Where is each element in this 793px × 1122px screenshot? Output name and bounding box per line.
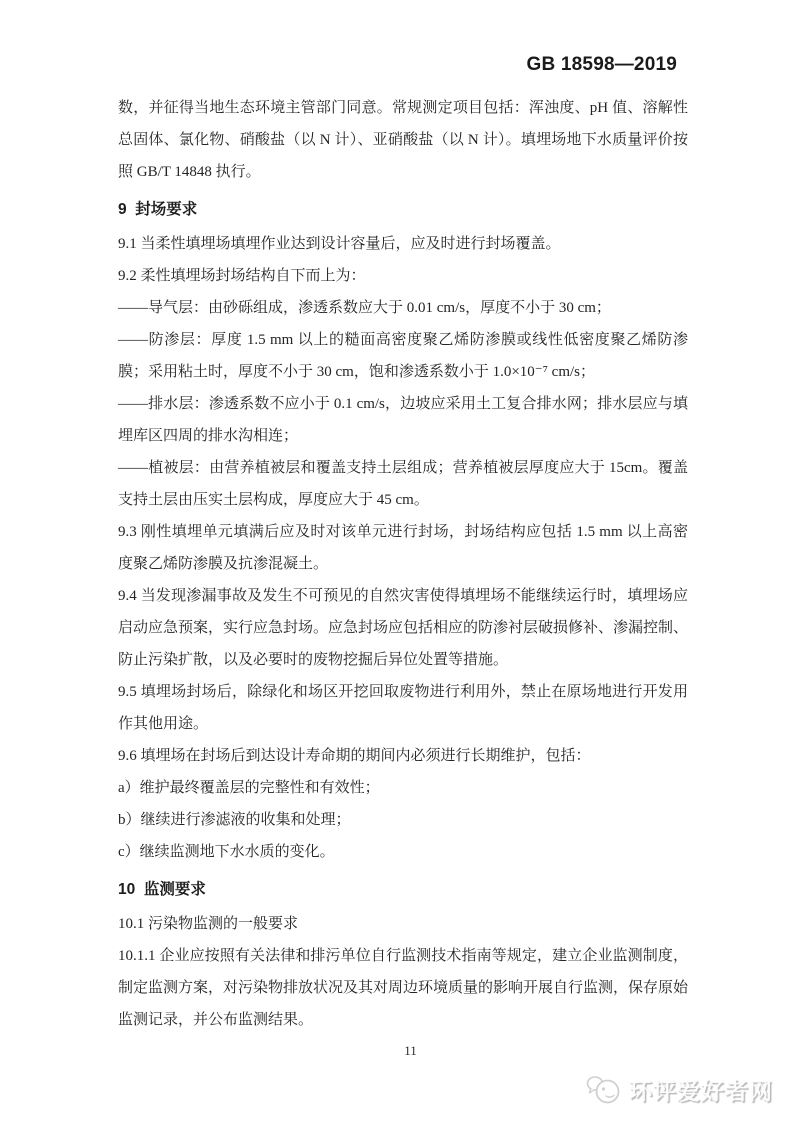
standard-number: GB 18598—2019 bbox=[526, 54, 677, 75]
clause-10-1-1: 10.1.1 企业应按照有关法律和排污单位自行监测技术指南等规定，建立企业监测制度，制定监测方案，对污染物排放状况及其对周边环境质量的影响开展自行监测，保存原始监测记录，并公布监测结果。 bbox=[118, 948, 689, 1028]
maintenance-item-c: c）继续监测地下水水质的变化。 bbox=[118, 844, 335, 860]
clause-9-3: 9.3 刚性填埋单元填满后应及时对该单元进行封场，封场结构应包括 1.5 mm 以上高密度聚乙烯防渗膜及抗渗混凝土。 bbox=[118, 524, 688, 572]
clause-9-4: 9.4 当发现渗漏事故及发生不可预见的自然灾害使得填埋场不能继续运行时，填埋场应启动应急预案，实行应急封场。应急封场应包括相应的防渗衬层破损修补、渗漏控制、防止污染扩散，以及必要时的废物挖掘后异位处置等措施。 bbox=[118, 588, 689, 668]
closure-layer-drainage: ——排水层：渗透系数不应小于 0.1 cm/s，边坡应采用土工复合排水网；排水层应与填埋库区四周的排水沟相连； bbox=[118, 396, 688, 444]
watermark-site-name: 环评爱好者网 bbox=[629, 1078, 773, 1104]
clause-9-2: 9.2 柔性填埋场封场结构自下而上为： bbox=[118, 268, 366, 284]
closure-layer-impermeable: ——防渗层：厚度 1.5 mm 以上的糙面高密度聚乙烯防渗膜或线性低密度聚乙烯防渗膜；采用粘土时，厚度不小于 30 cm，饱和渗透系数小于 1.0×10⁻⁷ cm/s； bbox=[118, 332, 688, 380]
page-number: 11 bbox=[404, 1043, 417, 1058]
paragraph-groundwater-continued: 数，并征得当地生态环境主管部门同意。常规测定项目包括：浑浊度、pH 值、溶解性总固体、氯化物、硝酸盐（以 N 计）、亚硝酸盐（以 N 计）。填埋场地下水质量评价按照 GB/T 14848 执行。 bbox=[118, 100, 688, 180]
section-9-heading: 9 封场要求 bbox=[118, 201, 198, 218]
chat-bubbles-icon bbox=[586, 1075, 622, 1105]
maintenance-item-b: b）继续进行渗滤液的收集和处理； bbox=[118, 812, 351, 828]
clause-9-6: 9.6 填埋场在封场后到达设计寿命期的期间内必须进行长期维护，包括： bbox=[118, 748, 591, 764]
closure-layer-gas-vent: ——导气层：由砂砾组成，渗透系数应大于 0.01 cm/s，厚度不小于 30 cm； bbox=[118, 300, 611, 316]
watermark-logo bbox=[586, 1073, 773, 1106]
section-10-heading: 10 监测要求 bbox=[118, 881, 206, 898]
closure-layer-vegetation: ——植被层：由营养植被层和覆盖支持土层组成；营养植被层厚度应大于 15cm。覆盖支持土层由压实土层构成，厚度应大于 45 cm。 bbox=[118, 460, 688, 508]
maintenance-item-a: a）维护最终覆盖层的完整性和有效性； bbox=[118, 780, 380, 796]
clause-9-5: 9.5 填埋场封场后，除绿化和场区开挖回取废物进行利用外，禁止在原场地进行开发用作其他用途。 bbox=[118, 684, 688, 732]
clause-10-1: 10.1 污染物监测的一般要求 bbox=[118, 916, 299, 932]
document-body bbox=[118, 92, 688, 1036]
clause-9-1: 9.1 当柔性填埋场填埋作业达到设计容量后，应及时进行封场覆盖。 bbox=[118, 236, 561, 252]
